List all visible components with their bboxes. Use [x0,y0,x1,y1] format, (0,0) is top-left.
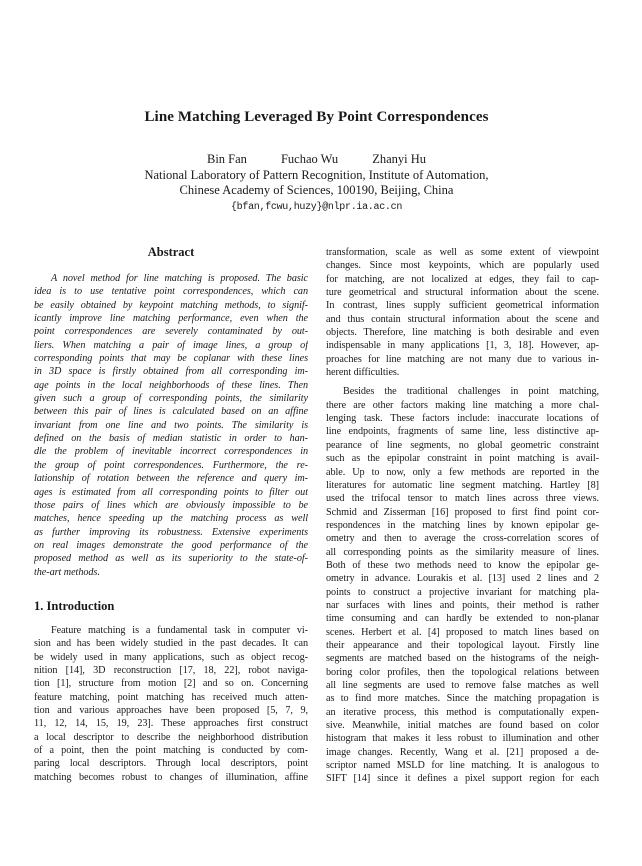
text-line: lationship of rotation between the reference and query im- [34,473,308,485]
text-line: respondences in the matching lines by known epipolar ge- [326,519,599,531]
abstract-text [34,272,308,579]
text-line: of a point, then the point matching is conducted by com- [34,745,308,756]
text-line: indispensable in many applications [1, 3, 18]. However, ap- [326,340,599,352]
section-heading-introduction: 1. Introduction [34,598,115,613]
text-line: ometry and then to average the cross-correlation scores of [326,533,599,545]
text-line: such as the epipolar constraint in point matching is avail- [326,453,599,465]
text-line: nition [14], 3D reconstruction [17, 18, 22], robot naviga- [34,664,308,676]
left-column [34,244,308,786]
text-line: lenging task. These factors include: inaccurate locations of [326,413,599,425]
text-line: those pairs of lines which are obviously impossible to be [34,499,308,511]
text-line: and thus contain structural information about the scene and [326,313,599,325]
paragraph [326,385,599,785]
text-line: an iterative process, this method is computationally expen- [326,706,599,718]
text-line: line endpoints, fragments of same line, less distinctive ap- [326,426,599,438]
text-line: used the trifocal tensor to match lines across three views. [326,493,599,505]
text-line: invariant from one line and two points. The similarity is [34,419,308,431]
text-line: point correspondences are severely contaminated by out- [34,326,308,338]
text-line: herent difficulties. [326,367,400,379]
text-line: between this pair of lines is calculated based on an affine [34,406,308,418]
text-line: there are other factors making line matching a more chal- [326,399,599,411]
text-line: Both of these two methods need to know the epipolar ge- [326,559,599,571]
author-name: Fuchao Wu [280,152,339,166]
text-line: tion [1], structure from motion [2] and so on. Concerning [34,678,308,690]
text-line: objects. Therefore, line matching is both desirable and even [326,327,599,339]
text-line: able. Up to now, only a few methods are reported in the [326,466,599,478]
author-name: Bin Fan [207,152,247,166]
text-line: be easily obtained by keypoint matching methods, to signif- [34,299,308,311]
affiliation-line: Chinese Academy of Sciences, 100190, Beijing, China [179,183,454,197]
text-line: on real images demonstrate the good performance of the [34,539,308,551]
text-line: Schmid and Zisserman [16] proposed to first find point cor- [326,506,599,518]
text-line: all line segments are used to remove false matches as well [326,680,599,691]
text-line: paring local descriptors. Through local descriptors, point [34,758,308,770]
text-line: age points in the local neighborhoods of these lines. Then [34,379,308,391]
introduction-text-continued [326,246,599,786]
text-line: icantly improve line matching performance, even when the [34,313,308,325]
text-line: SIFT [14] since it defines a pixel support region for each [326,773,599,785]
right-column [326,244,599,786]
text-line: ture geometrical and structural information about the scene. [326,287,599,299]
text-line: A novel method for line matching is proposed. The basic [51,273,308,284]
text-line: nar surfaces with lines and points, their method is rather [326,599,599,611]
author-name: Zhanyi Hu [372,152,426,166]
text-line: tion and various approaches have been proposed [5, 7, 9, [34,704,308,716]
text-line: ometry in advance. Lourakis et al. [13] used 2 lines and 2 [326,573,599,585]
text-line: literatures for automatic line segment matching. Hartley [8] [326,479,599,491]
text-line: as to find more matches. Since the matching propagation is [326,693,599,705]
text-line: In contrast, lines supply sufficient geometrical information [326,300,599,312]
text-line: image changes. Recently, Wang et al. [21] proposed a de- [326,746,599,758]
text-line: proposed method as well as its superiority to the state-of- [34,553,308,565]
text-line: matching becomes robust to changes of illumination, affine [34,771,308,783]
text-line: as further improving its robustness. Extensive experiments [34,526,308,538]
paragraph [326,246,599,379]
abstract-heading: Abstract [147,245,195,259]
text-line: be widely used in many applications, such as object recog- [34,651,308,663]
text-line: proaches for line matching are not many due to various in- [326,353,599,365]
text-line: Feature matching is a fundamental task in computer vi- [51,624,308,636]
paper-header [34,108,599,214]
paragraph [34,624,308,784]
text-line: given such a group of corresponding points, the similarity [34,393,308,405]
text-line: in 3D space is firstly obtained from all corresponding im- [34,366,308,378]
text-line: matches, hence speeding up the matching process as well [34,513,308,525]
text-line: corresponding points that may be coplanar with these lines [34,353,308,365]
affiliation-line: National Laboratory of Pattern Recognition, Institute of Automation, [144,167,489,182]
text-line: histogram that makes it less robust to illumination and other [326,733,599,745]
text-line: liers. When matching a pair of image lines, a group of [34,339,308,351]
two-column-body [34,244,599,786]
text-line: idea is to use tentative point correspondences, which can [34,286,308,298]
text-line: ages is estimated from all corresponding points to filter out [34,486,308,498]
text-line: for matching, are not localized at edges, they fail to cap- [326,273,599,285]
text-line: transformation, scale as well as some extent of viewpoint [326,247,599,258]
text-line: segments are matched based on the histograms of the neigh- [326,653,599,665]
text-line: sion and has been widely studied in the past decades. It can [34,638,308,650]
text-line: boring color profiles, then the topological relations between [326,666,599,678]
text-line: pearance of line segments, no global geometric constraint [326,439,599,451]
text-line: Besides the traditional challenges in point matching, [343,386,599,398]
text-line: sive. Meanwhile, initial matches are found based on color [326,720,599,732]
text-line: changes. Since most keypoints, which are popularly used [326,260,599,272]
text-line: the-art methods. [34,566,100,578]
text-line: scriptor named MSLD for line matching. It is analogous to [326,760,599,772]
text-line: points to construct a projective invariant for matching pla- [326,586,599,598]
text-line: dle the problem of inevitable incorrect correspondences in [34,446,308,458]
paragraph [34,272,308,579]
text-line: time consuming and can hardly be extended to non-planar [326,613,599,625]
introduction-text [34,624,308,784]
text-line: the group of point correspondences. Furthermore, the re- [34,459,308,471]
text-line: feature matching, point matching has received much atten- [34,691,308,703]
text-line: all corresponding points as the similarity measure of lines. [326,546,599,558]
text-line: a local descriptor to describe the neighborhood distribution [34,731,308,743]
text-line: 11, 12, 14, 15, 19, 23]. These approaches first construct [34,718,308,730]
text-line: defined on the basis of median statistic in order to han- [34,433,308,445]
text-line: their appearance and their topological layout. Firstly line [326,639,599,651]
author-list [34,152,599,168]
paper-title: Line Matching Leveraged By Point Correspondences [144,109,489,125]
text-line: scenes. Herbert et al. [4] proposed to match lines based on [326,626,599,638]
author-emails: {bfan,fcwu,huzy}@nlpr.ia.ac.cn [230,201,403,213]
